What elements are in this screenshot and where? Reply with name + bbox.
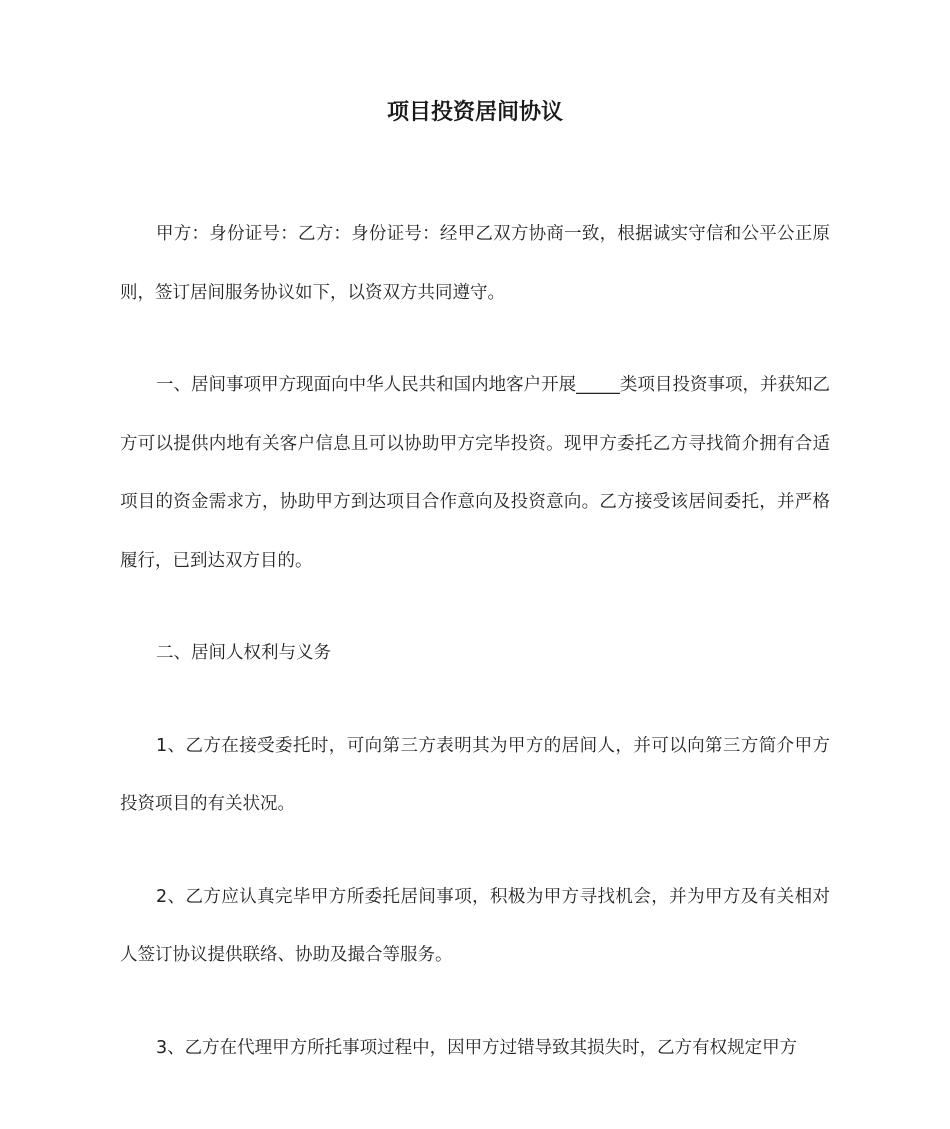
paragraph-clause-1: 1、乙方在接受委托时，可向第三方表明其为甲方的居间人，并可以向第三方简介甲方投资项目的有关状况。 [120, 735, 830, 814]
document-body [120, 205, 830, 1077]
paragraph-section-2-heading: 二、居间人权利与义务 [156, 643, 331, 663]
paragraph-section-1: 一、居间事项甲方现面向中华人民共和国内地客户开展_____类项目投资事项，并获知乙方可以提供内地有关客户信息且可以协助甲方完毕投资。现甲方委托乙方寻找简介拥有合适项目的资金需求方，协助甲方到达项目合作意向及投资意向。乙方接受该居间委托，并严格履行，已到达双方目的。 [120, 375, 830, 571]
paragraph-clause-2: 2、乙方应认真完毕甲方所委托居间事项，积极为甲方寻找机会，并为甲方及有关相对人签订协议提供联络、协助及撮合等服务。 [120, 886, 830, 965]
document-title: 项目投资居间协议 [386, 100, 563, 125]
paragraph-clause-3: 3、乙方在代理甲方所托事项过程中，因甲方过错导致其损失时，乙方有权规定甲方 [156, 1037, 798, 1058]
paragraph-parties: 甲方：身份证号：乙方：身份证号：经甲乙双方协商一致，根据诚实守信和公平公正原则，签订居间服务协议如下，以资双方共同遵守。 [120, 224, 830, 303]
